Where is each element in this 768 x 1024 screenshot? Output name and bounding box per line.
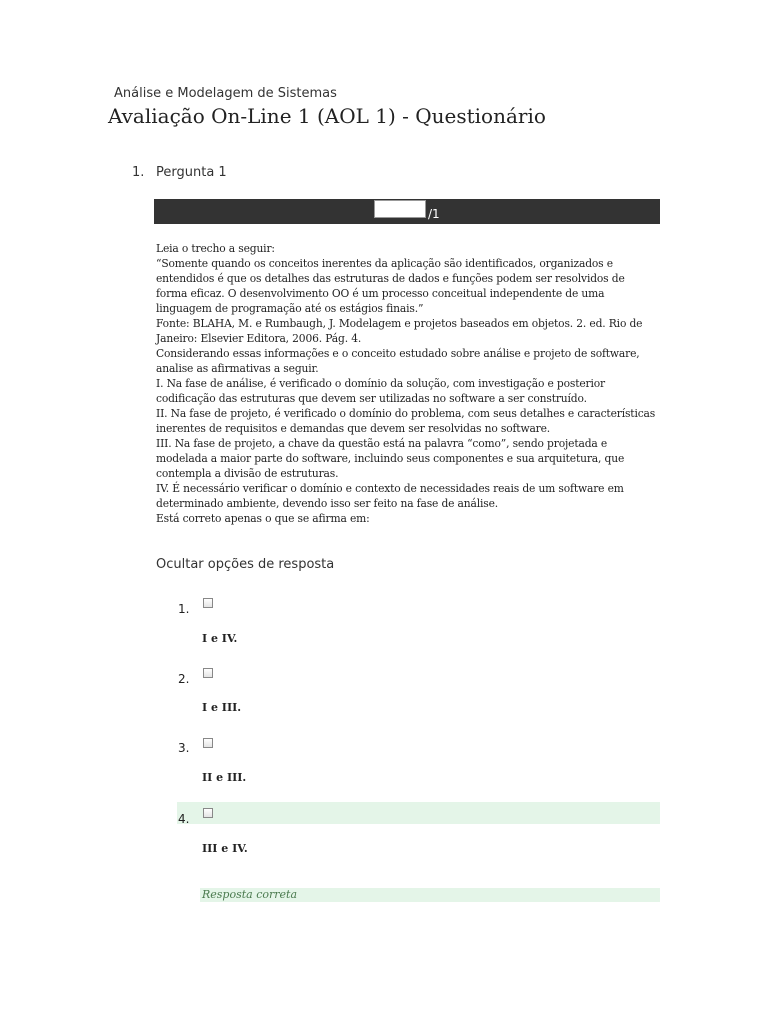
score-input[interactable] [374, 200, 426, 218]
option-number: 2. [178, 672, 190, 686]
feedback-bar [200, 888, 660, 902]
option-number: 4. [178, 812, 190, 826]
question-line: Considerando essas informações e o conceito estudado sobre análise e projeto de software, analise as afirmativas a seguir. [156, 347, 640, 375]
hide-options-toggle[interactable]: Ocultar opções de resposta [156, 557, 335, 572]
question-line: Fonte: BLAHA, M. e Rumbaugh, J. Modelagem e projetos baseados em objetos. 2. ed. Rio de Janeiro: Elsevier Editora, 2006. Pág. 4. [156, 317, 643, 345]
option-text: II e III. [202, 771, 247, 784]
question-label: Pergunta 1 [156, 165, 227, 180]
option-checkbox[interactable] [203, 598, 213, 608]
question-line: Leia o trecho a seguir: [156, 242, 275, 255]
option-checkbox[interactable] [203, 668, 213, 678]
question-number: 1. [132, 165, 145, 180]
question-text [156, 241, 656, 526]
question-line: “Somente quando os conceitos inerentes da aplicação são identificados, organizados e entendidos é que os detalhes das estruturas de dados e funções podem ser resolvidos de forma eficaz. O desenvolvimento OO é um processo conceitual independente de uma linguagem de programação até os estágios finais.” [156, 257, 625, 315]
correct-option-highlight [177, 802, 660, 824]
option-text: III e IV. [202, 842, 248, 855]
question-line: I. Na fase de análise, é verificado o domínio da solução, com investigação e posterior codificação das estruturas que devem ser utilizadas no software a ser construído. [156, 377, 606, 405]
question-line: III. Na fase de projeto, a chave da questão está na palavra “como”, sendo projetada e modelada a maior parte do software, incluindo seus componentes e sua arquitetura, que contempla a divisão de estruturas. [156, 437, 625, 480]
option-checkbox[interactable] [203, 738, 213, 748]
option-text: I e IV. [202, 632, 238, 645]
course-name: Análise e Modelagem de Sistemas [114, 86, 337, 101]
question-line: Está correto apenas o que se afirma em: [156, 512, 370, 525]
question-line: IV. É necessário verificar o domínio e contexto de necessidades reais de um software em determinado ambiente, devendo isso ser feito na fase de análise. [156, 482, 624, 510]
page-title: Avaliação On-Line 1 (AOL 1) - Questionário [108, 104, 546, 128]
feedback-text: Resposta correta [202, 888, 298, 901]
question-line: II. Na fase de projeto, é verificado o domínio do problema, com seus detalhes e características inerentes de requisitos e demandas que devem ser resolvidas no software. [156, 407, 656, 435]
option-text: I e III. [202, 701, 242, 714]
option-number: 3. [178, 741, 190, 755]
score-total: /1 [428, 207, 440, 221]
score-bar [154, 199, 660, 224]
option-number: 1. [178, 602, 190, 616]
option-checkbox[interactable] [203, 808, 213, 818]
